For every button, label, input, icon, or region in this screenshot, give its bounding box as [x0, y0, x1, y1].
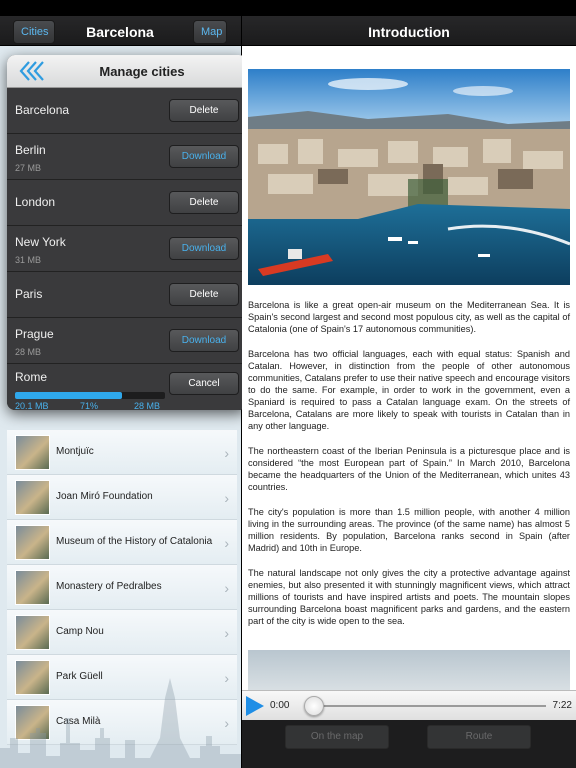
sight-thumbnail [15, 435, 50, 470]
sight-name: Montjuïc [56, 446, 94, 457]
manage-cities-popover [7, 55, 247, 410]
downloaded-size: 20.1 MB [15, 401, 49, 410]
sight-thumbnail [15, 660, 50, 695]
on-the-map-button[interactable]: On the map [285, 725, 389, 749]
city-size: 27 MB [15, 163, 42, 173]
sight-name: Joan Miró Foundation [56, 491, 153, 502]
barcelona-photo [248, 69, 570, 285]
status-bar [0, 0, 576, 16]
article-paragraph: The natural landscape not only gives the city a protective advantage against enemies, but also presented it with stunningly magnificent views, which attract millions of tourists and have inspired artists and poets. The mountain slopes surrounding Barcelona boast magnificent parks and gardens, and the eastern part of the city is wide open to the sea. [248, 568, 570, 626]
chevron-right-icon: › [224, 670, 229, 686]
article-body [248, 299, 570, 640]
city-row [7, 272, 247, 318]
list-item[interactable] [7, 565, 237, 610]
download-button[interactable]: Download [169, 237, 239, 260]
total-time: 7:22 [552, 700, 572, 711]
download-progress-bar [15, 392, 165, 399]
chevron-right-icon: › [224, 580, 229, 596]
chevron-right-icon: › [224, 445, 229, 461]
sight-thumbnail [15, 615, 50, 650]
download-button[interactable]: Download [169, 329, 239, 352]
article-title: Introduction [368, 24, 450, 40]
bottom-toolbar [242, 720, 576, 768]
sight-name: Casa Milà [56, 716, 101, 727]
map-button[interactable]: Map [193, 20, 227, 44]
city-title: Barcelona [86, 24, 154, 40]
audio-scrubber-knob[interactable] [304, 696, 324, 716]
secondary-photo [248, 650, 570, 690]
back-chevrons-icon[interactable] [17, 59, 47, 83]
sight-thumbnail [15, 570, 50, 605]
route-button[interactable]: Route [427, 725, 531, 749]
total-size: 28 MB [134, 401, 161, 410]
delete-button[interactable]: Delete [169, 99, 239, 122]
city-name: Paris [15, 287, 43, 301]
download-button[interactable]: Download [169, 145, 239, 168]
sight-thumbnail [15, 705, 50, 740]
city-name: Barcelona [15, 103, 70, 117]
popover-title: Manage cities [99, 64, 185, 79]
sight-thumbnail [15, 480, 50, 515]
list-item[interactable] [7, 610, 237, 655]
article-panel [242, 0, 576, 768]
city-size: 28 MB [15, 347, 42, 357]
sight-name: Park Güell [56, 671, 103, 682]
chevron-right-icon: › [224, 535, 229, 551]
download-percent: 71% [80, 401, 99, 410]
audio-scrubber-track[interactable] [314, 705, 546, 707]
delete-button[interactable]: Delete [169, 191, 239, 214]
city-name: Berlin [15, 143, 46, 157]
delete-button[interactable]: Delete [169, 283, 239, 306]
chevron-right-icon: › [224, 715, 229, 731]
list-item[interactable] [7, 700, 237, 745]
cancel-button[interactable]: Cancel [169, 372, 239, 395]
sight-name: Camp Nou [56, 626, 104, 637]
list-item[interactable] [7, 655, 237, 700]
city-row [7, 226, 247, 272]
city-name: Prague [15, 327, 54, 341]
article-paragraph: Barcelona has two official languages, each with equal status: Spanish and Catalan. However, in distinction from the people of other autonomous communities, Catalans prefer to use their native speech and encourage visitors to do the same. For example, in order to work in the government, even a Spaniard is required to pass a Catalan language exam. On the streets of Barcelona, Catalans are more likely to speak with tourists in Catalan than in any other language. [248, 349, 570, 431]
current-time: 0:00 [270, 700, 290, 711]
sight-thumbnail [15, 525, 50, 560]
city-row [7, 180, 247, 226]
play-icon[interactable] [246, 696, 264, 716]
article-paragraph: The northeastern coast of the Iberian Peninsula is a picturesque place and is considered “the most European part of Spain.” In March 2010, Barcelona became the headquarters of the Union of the Mediterranean, which unites 43 countries. [248, 446, 570, 492]
cities-button[interactable]: Cities [13, 20, 55, 44]
city-row [7, 88, 247, 134]
article-paragraph: The city's population is more than 1.5 million people, with another 4 million living in the surrounding areas. The province (of the same name) has almost 5 million residents. By population, Barcelona ranks second in Spain (after Madrid) and 10th in Europe. [248, 507, 570, 553]
city-row [7, 318, 247, 364]
list-item[interactable] [7, 430, 237, 475]
sight-name: Museum of the History of Catalonia [56, 536, 213, 547]
city-size: 31 MB [15, 255, 42, 265]
city-name: Rome [15, 370, 48, 384]
sights-list [7, 430, 237, 745]
popover-header [7, 55, 247, 88]
chevron-right-icon: › [224, 625, 229, 641]
article-paragraph: Barcelona is like a great open-air museum on the Mediterranean Sea. It is Spain's second largest and second most populous city, as well as the capital of Catalonia (one of Spain's 17 autonomous communities). [248, 300, 570, 334]
city-row [7, 134, 247, 180]
download-progress-fill [15, 392, 122, 399]
sight-name: Monastery of Pedralbes [56, 581, 162, 592]
list-item[interactable] [7, 475, 237, 520]
city-name: New York [15, 235, 66, 249]
audio-player [242, 690, 576, 720]
chevron-right-icon: › [224, 490, 229, 506]
list-item[interactable] [7, 520, 237, 565]
city-row-downloading [7, 364, 247, 410]
city-name: London [15, 195, 56, 209]
